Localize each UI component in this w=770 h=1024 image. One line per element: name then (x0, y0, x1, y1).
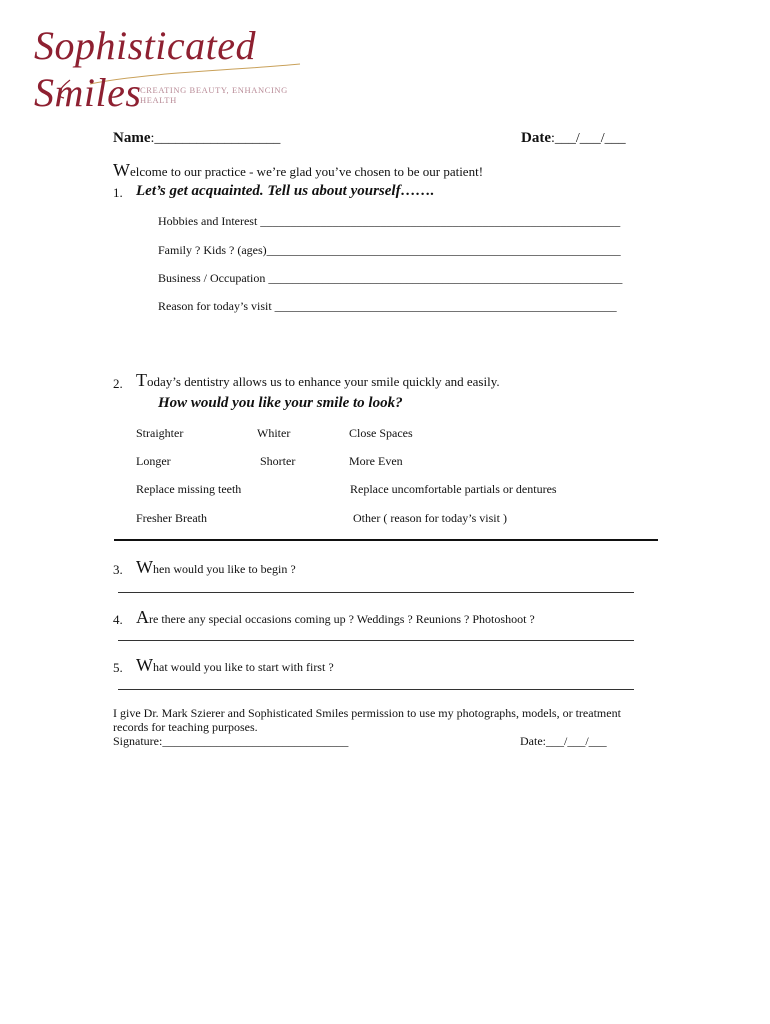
section2-intro (136, 370, 500, 391)
section-divider (114, 539, 658, 541)
section5-answer-line[interactable] (118, 689, 634, 690)
section4-number: 4. (113, 612, 123, 627)
option-fresher-breath[interactable]: Fresher Breath (136, 511, 207, 525)
welcome-text (113, 160, 483, 181)
section5-initial: W (136, 655, 153, 675)
section1-number: 1. (113, 185, 123, 200)
date-field[interactable] (521, 129, 626, 147)
section4-question (136, 607, 535, 628)
section3-answer-line[interactable] (118, 592, 634, 593)
option-replace-partials[interactable]: Replace uncomfortable partials or dentures (350, 482, 557, 496)
option-shorter[interactable]: Shorter (260, 454, 296, 468)
section4-initial: A (136, 607, 149, 627)
name-blank: :__________________ (150, 131, 281, 146)
section5-rest: hat would you like to start with first ? (153, 660, 334, 674)
section3-number: 3. (113, 562, 123, 577)
date-blank: :___/___/___ (551, 131, 626, 146)
signature-field[interactable]: Signature:_______________________________ (113, 734, 349, 748)
section4-answer-line[interactable] (118, 640, 634, 641)
date-label: Date (521, 130, 551, 146)
section5-number: 5. (113, 660, 123, 675)
name-field[interactable] (113, 129, 280, 147)
practice-logo (30, 22, 320, 115)
section3-rest: hen would you like to begin ? (153, 562, 296, 576)
logo-wordmark: Sophisticated Smiles (34, 23, 257, 115)
consent-line-1: I give Dr. Mark Szierer and Sophisticated Smiles permission to use my photographs, models, or treatment (113, 706, 621, 720)
option-more-even[interactable]: More Even (349, 454, 403, 468)
section5-question (136, 655, 334, 676)
option-whiter[interactable]: Whiter (257, 426, 291, 440)
section2-subtitle: How would you like your smile to look? (158, 395, 403, 411)
occupation-field[interactable]: Business / Occupation ___________________________________________________________ (158, 271, 623, 285)
welcome-rest: elcome to our practice - we’re glad you’ve chosen to be our patient! (130, 164, 484, 179)
consent-line-2: records for teaching purposes. (113, 720, 258, 734)
section2-number: 2. (113, 376, 123, 391)
name-label: Name (113, 130, 151, 146)
logo-tagline: CREATING BEAUTY, ENHANCING HEALTH (140, 85, 288, 105)
section4-rest: re there any special occasions coming up ? Weddings ? Reunions ? Photoshoot ? (149, 612, 535, 626)
visit-reason-field[interactable]: Reason for today’s visit _________________________________________________________ (158, 299, 617, 313)
option-close-spaces[interactable]: Close Spaces (349, 426, 413, 440)
section3-question (136, 557, 296, 578)
option-straighter[interactable]: Straighter (136, 426, 184, 440)
option-replace-missing[interactable]: Replace missing teeth (136, 482, 242, 496)
signature-date-field[interactable]: Date:___/___/___ (520, 734, 607, 748)
section2-initial: T (136, 370, 147, 390)
family-field[interactable]: Family ? Kids ? (ages)___________________________________________________________ (158, 243, 621, 257)
option-longer[interactable]: Longer (136, 454, 171, 468)
option-other[interactable]: Other ( reason for today’s visit ) (353, 511, 507, 525)
hobbies-field[interactable]: Hobbies and Interest ____________________________________________________________ (158, 214, 621, 228)
section1-title: Let’s get acquainted. Tell us about yourself……. (136, 183, 435, 199)
section2-rest: oday’s dentistry allows us to enhance your smile quickly and easily. (147, 374, 500, 389)
section3-initial: W (136, 557, 153, 577)
welcome-initial: W (113, 160, 130, 180)
